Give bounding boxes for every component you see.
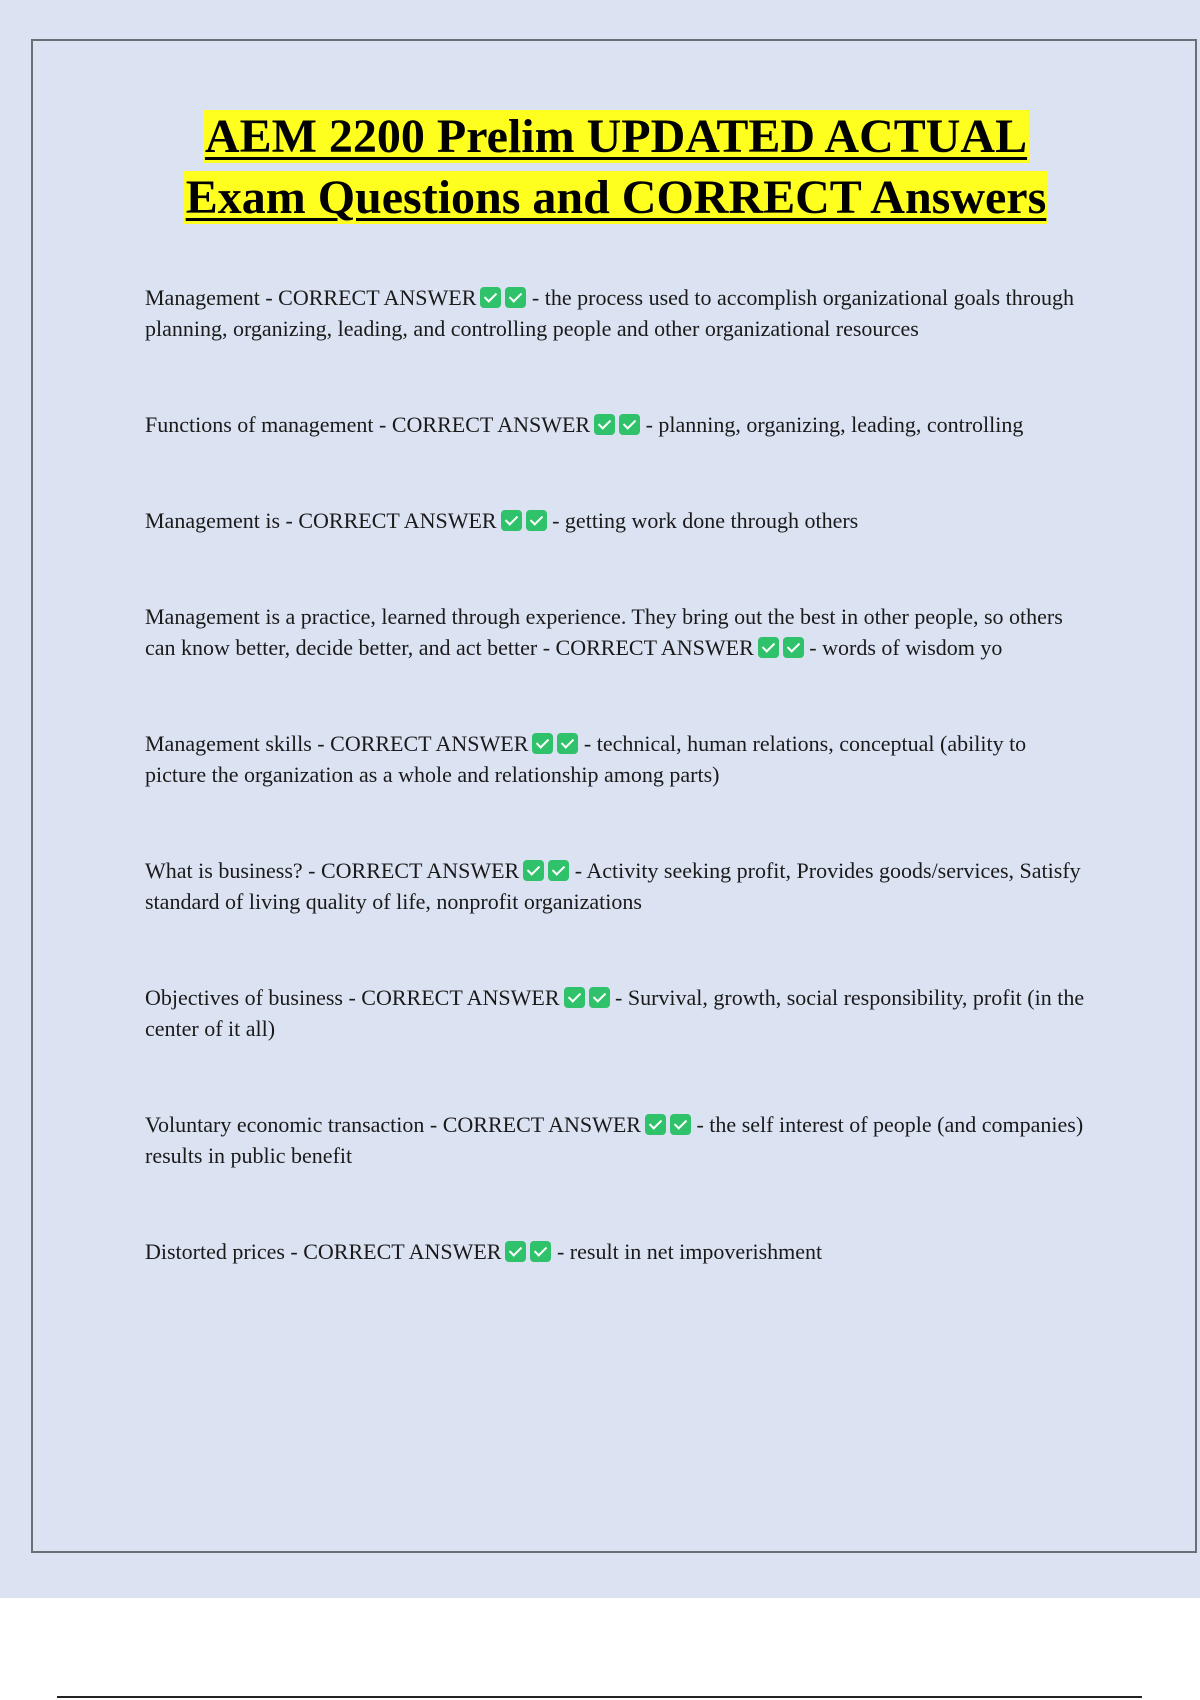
green-checkmark-icon	[589, 987, 610, 1008]
green-checkmark-icon	[670, 1114, 691, 1135]
answer-label: CORRECT ANSWER	[442, 1112, 641, 1137]
qa-answer: - the self interest of people (and companies) results in public benefit	[145, 1112, 1084, 1168]
qa-term: Distorted prices -	[145, 1239, 304, 1264]
green-checkmark-icon	[758, 637, 779, 658]
qa-item	[145, 1236, 1085, 1267]
qa-item	[145, 728, 1085, 790]
qa-term: Management is -	[145, 508, 299, 533]
qa-answer: - Survival, growth, social responsibility, profit (in the center of it all)	[145, 985, 1085, 1041]
green-checkmark-icon	[548, 860, 569, 881]
qa-answer: - result in net impoverishment	[551, 1239, 823, 1264]
qa-term: Management skills -	[145, 731, 331, 756]
qa-item	[145, 855, 1085, 917]
title-line-2: Exam Questions and CORRECT Answers	[185, 171, 1047, 224]
qa-term: Management -	[145, 285, 279, 310]
green-checkmark-icon	[505, 287, 526, 308]
qa-term: Functions of management -	[145, 412, 392, 437]
qa-item	[145, 282, 1085, 344]
answer-label: CORRECT ANSWER	[303, 1239, 502, 1264]
answer-label: CORRECT ANSWER	[391, 412, 591, 437]
green-checkmark-icon	[523, 860, 544, 881]
green-checkmark-icon	[501, 510, 522, 531]
green-checkmark-icon	[645, 1114, 666, 1135]
qa-term: Voluntary economic transaction -	[145, 1112, 443, 1137]
green-checkmark-icon	[564, 987, 585, 1008]
qa-item	[145, 982, 1085, 1044]
qa-answer: - getting work done through others	[546, 508, 859, 533]
document-title	[0, 106, 1200, 228]
qa-answer: - the process used to accomplish organizational goals through planning, organizing, leading, and controlling people and other organizational resources	[145, 285, 1075, 341]
answer-label: CORRECT ANSWER	[361, 985, 560, 1010]
qa-list	[145, 282, 1085, 1267]
qa-term: Objectives of business -	[145, 985, 362, 1010]
answer-label: CORRECT ANSWER	[298, 508, 497, 533]
qa-answer: - technical, human relations, conceptual (ability to picture the organization as a whole and relationship among parts)	[145, 731, 1027, 787]
qa-answer: - planning, organizing, leading, controlling	[640, 412, 1024, 437]
green-checkmark-icon	[532, 733, 553, 754]
qa-answer: - words of wisdom yo	[803, 635, 1003, 660]
answer-label: CORRECT ANSWER	[330, 731, 529, 756]
green-checkmark-icon	[594, 414, 615, 435]
green-checkmark-icon	[530, 1241, 551, 1262]
answer-label: CORRECT ANSWER	[555, 635, 754, 660]
green-checkmark-icon	[557, 733, 578, 754]
bottom-divider	[57, 1696, 1142, 1698]
qa-item	[145, 1109, 1085, 1171]
qa-item	[145, 409, 1085, 440]
answer-label: CORRECT ANSWER	[278, 285, 477, 310]
qa-term: Management is a practice, learned through experience. They bring out the best in other people, so others can know better, decide better, and act better -	[145, 604, 1063, 660]
green-checkmark-icon	[505, 1241, 526, 1262]
qa-term: What is business? -	[145, 858, 321, 883]
qa-item	[145, 601, 1085, 663]
green-checkmark-icon	[783, 637, 804, 658]
green-checkmark-icon	[619, 414, 640, 435]
qa-answer: - Activity seeking profit, Provides goods/services, Satisfy standard of living quality of life, nonprofit organizations	[145, 858, 1081, 914]
answer-label: CORRECT ANSWER	[320, 858, 520, 883]
green-checkmark-icon	[480, 287, 501, 308]
qa-item	[145, 505, 1085, 536]
green-checkmark-icon	[526, 510, 547, 531]
title-line-1: AEM 2200 Prelim UPDATED ACTUAL	[204, 110, 1028, 163]
